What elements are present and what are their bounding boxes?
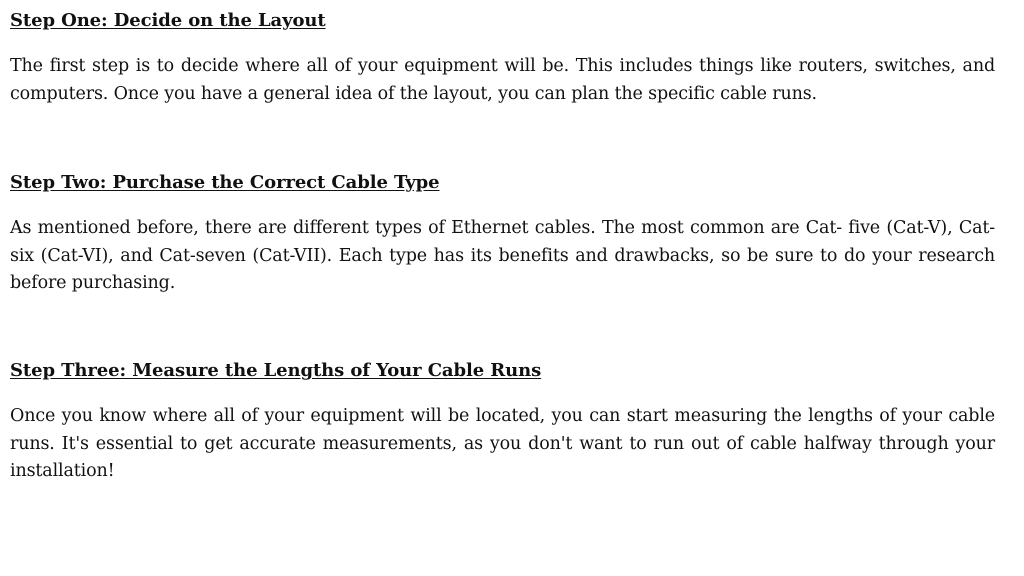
section-paragraph: As mentioned before, there are different types of Ethernet cables. The most common are Cat- five (Cat-V), Cat-six (Cat-VI), and Cat-seven (Cat-VII). Each type has its benefits and drawbacks, so be sure to do your research before purchasing. — [10, 218, 995, 293]
section-heading: Step One: Decide on the Layout — [10, 10, 326, 31]
section-paragraph: Once you know where all of your equipment will be located, you can start measuring the lengths of your cable runs. It's essential to get accurate measurements, as you don't want to run out of cable halfway through your installation! — [10, 406, 995, 481]
section-step-one — [10, 10, 995, 108]
section-paragraph: The first step is to decide where all of your equipment will be. This includes things like routers, switches, and computers. Once you have a general idea of the layout, you can plan the specific cable runs. — [10, 56, 995, 104]
section-heading: Step Three: Measure the Lengths of Your Cable Runs — [10, 360, 542, 381]
section-step-two — [10, 172, 995, 298]
section-step-three — [10, 360, 995, 486]
section-heading: Step Two: Purchase the Correct Cable Type — [10, 172, 440, 193]
